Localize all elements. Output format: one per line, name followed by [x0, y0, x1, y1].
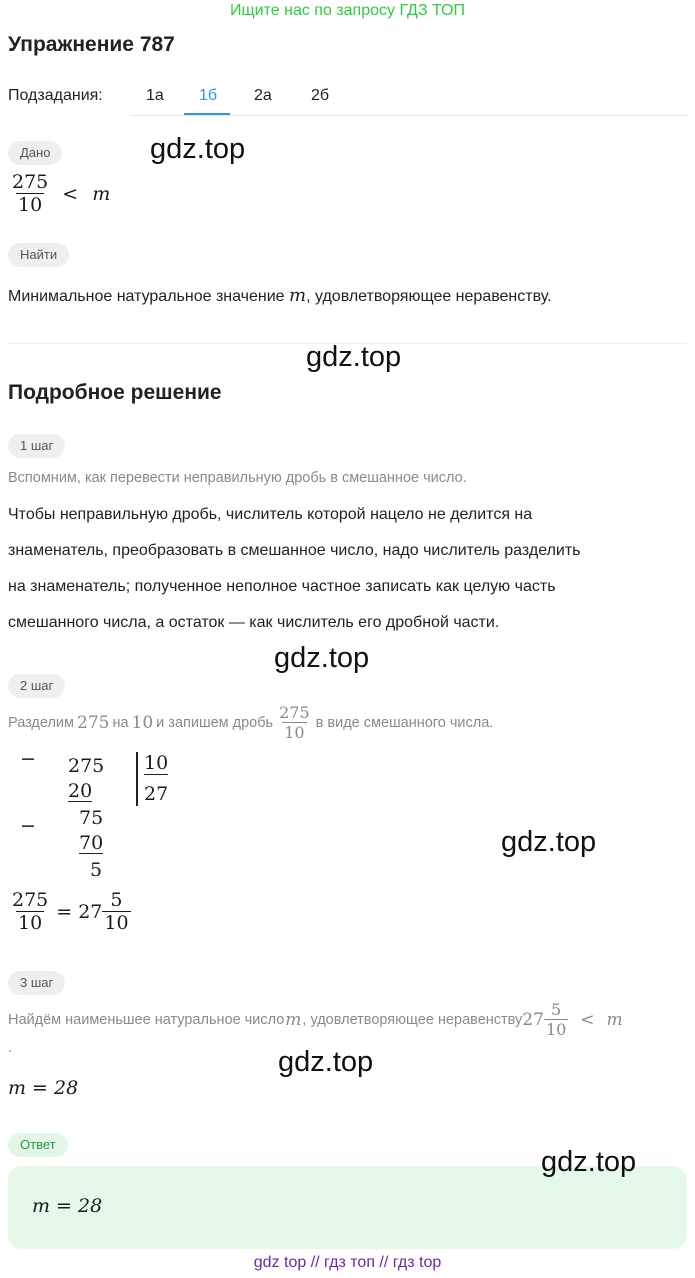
find-text: [8, 285, 552, 306]
step-2-n2: 10: [131, 712, 154, 733]
footer-links[interactable]: gdz top // гдз топ // гдз top: [253, 1254, 442, 1271]
step-2-n1: 275: [77, 712, 110, 733]
given-inequality: [10, 171, 110, 216]
tab-1b[interactable]: 1б: [199, 87, 218, 104]
watermark: gdz.top: [501, 826, 597, 858]
step-2-text: в виде смешанного числа.: [315, 714, 494, 731]
division-remainder-1: 75: [79, 807, 104, 829]
result-denominator: 10: [18, 912, 43, 934]
step-3-text-part: Найдём наименьшее натуральное число: [8, 1011, 285, 1028]
watermark: gdz.top: [274, 642, 370, 674]
step-2-text: на: [112, 714, 129, 731]
find-text-after: , удовлетворяющее неравенству.: [306, 288, 552, 305]
watermark: gdz.top: [541, 1146, 637, 1178]
find-text-before: Минимальное натуральное значение: [8, 288, 290, 305]
find-variable: m: [289, 285, 307, 306]
watermark: gdz.top: [278, 1046, 374, 1078]
less-than-sign: <: [62, 182, 79, 205]
division-bar: [136, 752, 138, 806]
division-dividend: 275: [68, 755, 105, 777]
step-2-intro: [8, 703, 493, 742]
mixed-whole: 27: [78, 900, 103, 923]
step-1-badge: 1 шаг: [8, 434, 65, 458]
answer-badge: Ответ: [8, 1133, 68, 1157]
step-3-dot: .: [8, 1040, 13, 1056]
step-2-result: [10, 889, 131, 934]
find-badge: Найти: [8, 243, 69, 267]
given-badge: Дано: [8, 141, 62, 165]
watermark: gdz.top: [150, 133, 246, 165]
step-1-line: знаменатель, преобразовать в смешанное число, надо числитель разделить: [8, 542, 581, 559]
division-quotient: 27: [144, 783, 169, 805]
step-1-intro: Вспомним, как перевести неправильную дробь в смешанное число.: [8, 470, 467, 486]
step-3-whole: 27: [522, 1009, 544, 1030]
page-title: Упражнение 787: [8, 33, 175, 56]
tabs-divider: [130, 115, 687, 116]
subtasks-label: Подзадания:: [8, 87, 103, 104]
step-3-frac-num: 5: [551, 1000, 562, 1019]
step-3-frac-den: 10: [545, 1020, 567, 1039]
step-2-badge: 2 шаг: [8, 674, 65, 698]
division-subtrahend-2: 70: [79, 832, 104, 854]
step-3-result: m = 28: [8, 1077, 79, 1099]
step-1-line: Чтобы неправильную дробь, числитель которой нацело не делится на: [8, 506, 533, 523]
division-subtrahend-1: 20: [68, 780, 93, 802]
answer-value: m = 28: [32, 1195, 103, 1217]
division-divisor: 10: [144, 752, 169, 774]
division-minus: −: [20, 748, 36, 770]
given-denominator: 10: [18, 194, 43, 216]
tab-1a[interactable]: 1а: [146, 87, 164, 104]
solution-title: Подробное решение: [8, 381, 222, 404]
division-remainder-2: 5: [90, 859, 103, 881]
step-3-text-part: , удовлетворяющее неравенству: [302, 1011, 523, 1028]
step-1-line: смешанного числа, а остаток — как числитель его дробной части.: [8, 614, 500, 631]
step-2-text: и запишем дробь: [156, 714, 274, 731]
step-3-text: [8, 1000, 623, 1039]
given-numerator: 275: [12, 171, 49, 193]
step-2-frac-num: 275: [279, 703, 310, 722]
given-variable: m: [92, 182, 111, 205]
equals-sign: =: [56, 900, 73, 923]
step-1-line: на знаменатель; полученное неполное частное записать как целую часть: [8, 578, 556, 595]
tab-2b[interactable]: 2б: [311, 87, 330, 104]
step-3-badge: 3 шаг: [8, 971, 65, 995]
step-2-text: Разделим: [8, 714, 74, 731]
watermark: gdz.top: [306, 341, 402, 373]
mixed-numerator: 5: [110, 889, 123, 911]
long-division: [0, 748, 200, 882]
division-minus: −: [20, 815, 36, 837]
step-3-variable: m: [285, 1009, 302, 1030]
step-3-variable-2: m: [606, 1009, 623, 1030]
step-3-less-than: <: [580, 1009, 595, 1030]
result-numerator: 275: [12, 889, 49, 911]
mixed-denominator: 10: [104, 912, 129, 934]
search-banner[interactable]: Ищите нас по запросу ГДЗ ТОП: [230, 2, 465, 19]
step-2-frac-den: 10: [284, 723, 305, 742]
tab-2a[interactable]: 2а: [254, 87, 272, 104]
